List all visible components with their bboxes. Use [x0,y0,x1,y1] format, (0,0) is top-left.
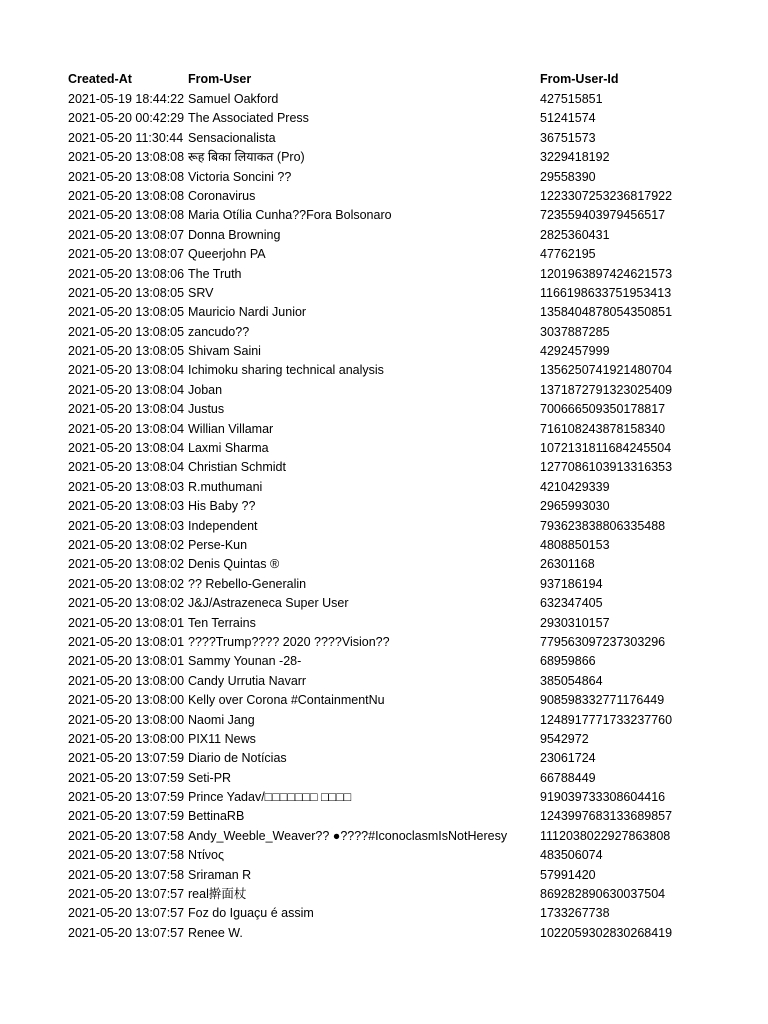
cell-created-at: 2021-05-20 13:08:02 [68,537,185,552]
cell-from-user-id: 1248917771733237760 [540,712,673,727]
table-row [0,672,768,691]
cell-from-user-id: 1022059302830268419 [540,925,673,940]
cell-from-user: The Associated Press [188,111,309,126]
table-row [0,614,768,633]
cell-from-user-id: 66788449 [540,770,596,785]
cell-from-user-id: 937186194 [540,576,603,591]
cell-from-user: Seti-PR [188,770,232,785]
cell-created-at: 2021-05-20 13:08:05 [68,324,185,339]
cell-created-at: 2021-05-20 13:07:59 [68,751,185,766]
table-row [0,478,768,497]
cell-from-user-id: 4210429339 [540,479,610,494]
table-row [0,885,768,904]
cell-created-at: 2021-05-20 13:07:58 [68,828,185,843]
cell-from-user: Diario de Notícias [188,751,287,766]
cell-from-user: real擀面杖 [188,887,247,902]
table-row [0,769,768,788]
cell-from-user-id: 779563097237303296 [540,634,666,649]
cell-created-at: 2021-05-20 13:08:00 [68,731,185,746]
table-row [0,400,768,419]
cell-from-user-id: 716108243878158340 [540,421,666,436]
cell-from-user: ????Trump???? 2020 ????Vision?? [188,634,390,649]
cell-created-at: 2021-05-20 13:07:58 [68,867,185,882]
cell-from-user: Sensacionalista [188,130,276,145]
table-row [0,168,768,187]
cell-from-user-id: 4292457999 [540,344,610,359]
cell-created-at: 2021-05-20 13:08:02 [68,596,185,611]
cell-from-user-id: 1358404878054350851 [540,305,673,320]
cell-from-user-id: 2930310157 [540,615,610,630]
cell-from-user: Kelly over Corona #ContainmentNu [188,693,385,708]
cell-created-at: 2021-05-20 13:07:59 [68,790,185,805]
cell-created-at: 2021-05-20 13:08:02 [68,576,185,591]
cell-from-user: BettinaRB [188,809,245,824]
table-row [0,148,768,167]
cell-from-user-id: 36751573 [540,130,596,145]
cell-created-at: 2021-05-20 11:30:44 [68,130,184,145]
cell-from-user-id: 47762195 [540,247,596,262]
cell-from-user-id: 427515851 [540,92,603,106]
cell-from-user: Sammy Younan -28- [188,654,302,669]
cell-from-user-id: 1072131811684245504 [540,441,672,456]
cell-from-user: Ντίνος [188,848,224,863]
cell-from-user: Candy Urrutia Navarr [188,673,307,688]
cell-from-user: zancudo?? [188,324,250,339]
cell-created-at: 2021-05-20 13:08:06 [68,266,185,281]
table-row [0,381,768,400]
table-row [0,458,768,477]
cell-from-user: The Truth [188,266,242,281]
cell-from-user-id: 29558390 [540,169,596,184]
cell-created-at: 2021-05-20 13:08:01 [68,654,185,669]
header-row [0,68,768,90]
cell-created-at: 2021-05-20 13:08:03 [68,479,185,494]
cell-from-user: Ichimoku sharing technical analysis [188,363,384,378]
cell-from-user-id: 68959866 [540,654,596,669]
table-row [0,206,768,225]
cell-from-user-id: 908598332771176449 [540,693,665,708]
table-row [0,187,768,206]
cell-from-user: Coronavirus [188,188,256,203]
cell-from-user: Mauricio Nardi Junior [188,305,307,320]
cell-created-at: 2021-05-20 13:08:00 [68,712,185,727]
cell-from-user-id: 1733267738 [540,906,610,921]
table-row [0,924,768,943]
table-row [0,323,768,342]
cell-created-at: 2021-05-20 13:07:57 [68,906,185,921]
table-row [0,807,768,826]
cell-from-user-id: 3037887285 [540,324,610,339]
table-row [0,846,768,865]
cell-created-at: 2021-05-20 13:07:59 [68,770,185,785]
cell-from-user: Naomi Jang [188,712,255,727]
table-row [0,109,768,128]
table-row [0,691,768,710]
cell-from-user-id: 1223307253236817922 [540,188,673,203]
cell-from-user: Shivam Saini [188,344,261,359]
table-row [0,788,768,807]
cell-created-at: 2021-05-20 13:08:05 [68,285,185,300]
data-sheet [0,68,768,943]
table-row [0,711,768,730]
cell-created-at: 2021-05-20 13:08:00 [68,673,185,688]
table-row [0,284,768,303]
cell-created-at: 2021-05-20 13:08:04 [68,363,185,378]
cell-from-user: Willian Villamar [188,421,274,436]
header-created-at: Created-At [68,72,132,86]
cell-from-user-id: 26301168 [540,557,595,572]
cell-from-user: Christian Schmidt [188,460,286,475]
cell-from-user: PIX11 News [188,731,256,746]
cell-from-user: Andy_Weeble_Weaver?? ●????#IconoclasmIsNotHeresy [188,828,508,843]
cell-from-user-id: 9542972 [540,731,589,746]
cell-created-at: 2021-05-20 13:08:04 [68,382,185,397]
cell-created-at: 2021-05-20 13:08:08 [68,208,185,223]
cell-from-user: Laxmi Sharma [188,441,269,456]
table-row [0,536,768,555]
cell-created-at: 2021-05-20 13:08:05 [68,344,185,359]
cell-created-at: 2021-05-20 13:08:01 [68,634,185,649]
cell-from-user-id: 919039733308604416 [540,790,666,805]
table-row [0,827,768,846]
table-row [0,245,768,264]
cell-from-user: Independent [188,518,258,533]
cell-from-user: SRV [188,285,214,300]
table-row [0,633,768,652]
cell-created-at: 2021-05-20 13:08:03 [68,518,185,533]
cell-from-user-id: 23061724 [540,751,596,766]
table-row [0,749,768,768]
cell-from-user: His Baby ?? [188,499,256,514]
cell-from-user-id: 1371872791323025409 [540,382,673,397]
cell-from-user-id: 700666509350178817 [540,402,666,417]
cell-from-user: रूह बिका लियाकत (Pro) [188,150,305,165]
cell-from-user: Ten Terrains [188,615,256,630]
table-row [0,555,768,574]
cell-from-user: Joban [188,382,223,397]
cell-from-user: Donna Browning [188,227,281,242]
table-row [0,303,768,322]
cell-from-user: Denis Quintas ® [188,557,280,572]
cell-from-user: Queerjohn PA [188,247,266,262]
cell-created-at: 2021-05-20 13:08:04 [68,402,185,417]
table-row [0,652,768,671]
cell-created-at: 2021-05-20 13:07:57 [68,925,185,940]
cell-created-at: 2021-05-20 13:08:08 [68,150,185,165]
cell-from-user-id: 1277086103913316353 [540,460,673,475]
cell-created-at: 2021-05-20 13:08:05 [68,305,185,320]
table-row [0,594,768,613]
cell-from-user: Perse-Kun [188,537,248,552]
header-from-user: From-User [188,72,252,86]
cell-from-user-id: 51241574 [540,111,596,126]
cell-created-at: 2021-05-20 13:07:57 [68,887,185,902]
cell-from-user-id: 869282890630037504 [540,887,666,902]
cell-from-user-id: 1112038022927863808 [540,828,671,843]
cell-from-user-id: 1201963897424621573 [540,266,673,281]
table-row [0,904,768,923]
cell-from-user-id: 1166198633751953413 [540,285,672,300]
cell-from-user-id: 723559403979456517 [540,208,666,223]
table-row [0,129,768,148]
cell-from-user: ?? Rebello-Generalin [188,576,307,591]
cell-created-at: 2021-05-20 13:08:00 [68,693,185,708]
cell-from-user-id: 3229418192 [540,150,610,165]
table-row [0,361,768,380]
cell-from-user-id: 1243997683133689857 [540,809,673,824]
header-from-user-id: From-User-Id [540,72,619,86]
table-body [0,90,768,943]
cell-from-user: Justus [188,402,225,417]
cell-from-user: R.muthumani [188,479,263,494]
cell-from-user-id: 2965993030 [540,499,610,514]
table-row [0,226,768,245]
cell-created-at: 2021-05-20 13:08:07 [68,247,185,262]
table-row [0,439,768,458]
table-row [0,420,768,439]
cell-created-at: 2021-05-20 13:07:58 [68,848,185,863]
cell-from-user: Foz do Iguaçu é assim [188,906,314,921]
table-row [0,517,768,536]
cell-from-user-id: 385054864 [540,673,603,688]
cell-from-user-id: 4808850153 [540,537,610,552]
cell-created-at: 2021-05-20 13:08:01 [68,615,185,630]
cell-created-at: 2021-05-20 13:08:03 [68,499,185,514]
cell-created-at: 2021-05-20 13:08:07 [68,227,185,242]
cell-from-user-id: 483506074 [540,848,603,863]
cell-created-at: 2021-05-20 13:07:59 [68,809,185,824]
cell-created-at: 2021-05-20 13:08:02 [68,557,185,572]
table-row [0,265,768,284]
table-row [0,90,768,109]
cell-created-at: 2021-05-19 18:44:22 [68,92,185,106]
cell-from-user: Prince Yadav/□□□□□□□ □□□□ [188,790,352,805]
cell-from-user-id: 793623838806335488 [540,518,666,533]
table-row [0,575,768,594]
cell-from-user: Victoria Soncini ?? [188,169,292,184]
cell-from-user-id: 632347405 [540,596,603,611]
cell-from-user-id: 57991420 [540,867,596,882]
cell-created-at: 2021-05-20 13:08:04 [68,441,185,456]
cell-from-user: Maria Otília Cunha??Fora Bolsonaro [188,208,392,223]
table-row [0,730,768,749]
table-row [0,342,768,361]
cell-from-user: J&J/Astrazeneca Super User [188,596,349,611]
table-row [0,866,768,885]
cell-created-at: 2021-05-20 13:08:08 [68,169,185,184]
cell-from-user: Samuel Oakford [188,92,279,106]
cell-from-user-id: 2825360431 [540,227,610,242]
cell-from-user: Sriraman R [188,867,252,882]
cell-from-user-id: 1356250741921480704 [540,363,673,378]
table-row [0,497,768,516]
cell-created-at: 2021-05-20 13:08:04 [68,460,185,475]
cell-from-user: Renee W. [188,925,243,940]
cell-created-at: 2021-05-20 13:08:08 [68,188,185,203]
cell-created-at: 2021-05-20 00:42:29 [68,111,185,126]
cell-created-at: 2021-05-20 13:08:04 [68,421,185,436]
